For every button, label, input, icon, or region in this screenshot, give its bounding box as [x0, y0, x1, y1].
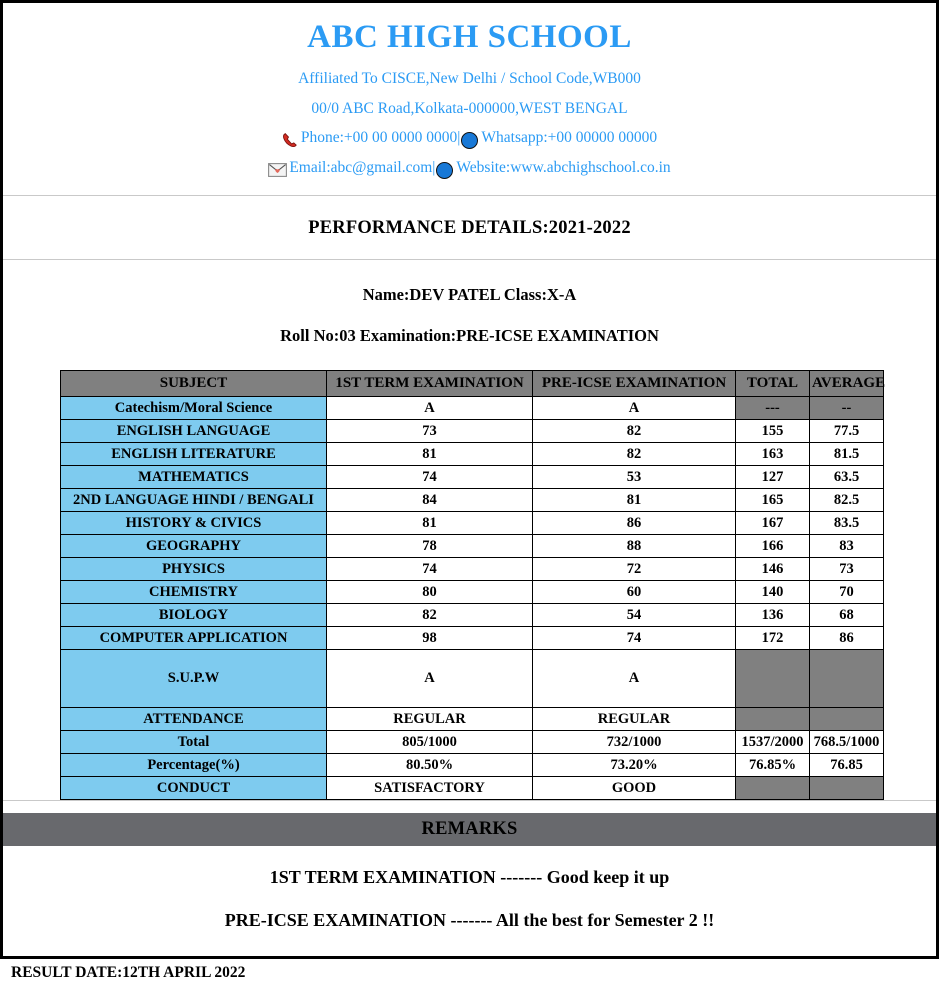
school-address: 00/0 ABC Road,Kolkata-000000,WEST BENGAL [311, 99, 628, 117]
table-row [61, 626, 884, 649]
cell-term2: 86 [533, 511, 736, 534]
cell-total: 165 [736, 488, 810, 511]
cell-term2: 73.20% [533, 753, 736, 776]
cell-total: 167 [736, 511, 810, 534]
cell-term2: 82 [533, 419, 736, 442]
cell-term1: 98 [327, 626, 533, 649]
divider-above-remarks [3, 800, 936, 801]
cell-subject: Percentage(%) [61, 753, 327, 776]
cell-total: 127 [736, 465, 810, 488]
cell-total: --- [736, 396, 810, 419]
cell-average: 68 [810, 603, 884, 626]
cell-subject: HISTORY & CIVICS [61, 511, 327, 534]
cell-term1: 82 [327, 603, 533, 626]
cell-term1: 805/1000 [327, 730, 533, 753]
cell-term2: 72 [533, 557, 736, 580]
cell-subject: Total [61, 730, 327, 753]
cell-term1: 80.50% [327, 753, 533, 776]
marks-table [60, 370, 884, 800]
cell-subject: 2ND LANGUAGE HINDI / BENGALI [61, 488, 327, 511]
cell-term1: A [327, 396, 533, 419]
column-header-subject: SUBJECT [61, 370, 327, 396]
cell-term2: 81 [533, 488, 736, 511]
cell-subject: MATHEMATICS [61, 465, 327, 488]
school-affiliation: Affiliated To CISCE,New Delhi / School Code,WB000 [298, 69, 641, 87]
contact-separator-2: | [432, 158, 436, 176]
cell-term1: 74 [327, 557, 533, 580]
cell-term2: GOOD [533, 776, 736, 799]
website-text: Website:www.abchighschool.co.in [456, 158, 671, 176]
cell-term1: 78 [327, 534, 533, 557]
column-header-term1: 1ST TERM EXAMINATION [327, 370, 533, 396]
cell-total: 166 [736, 534, 810, 557]
website-contact [435, 159, 670, 178]
cell-term1: 84 [327, 488, 533, 511]
table-row [61, 649, 884, 707]
cell-average [810, 776, 884, 799]
cell-subject: CONDUCT [61, 776, 327, 799]
cell-average: 83.5 [810, 511, 884, 534]
table-row [61, 534, 884, 557]
cell-total: 140 [736, 580, 810, 603]
remarks-heading: REMARKS [3, 813, 936, 846]
table-row [61, 730, 884, 753]
table-row [61, 603, 884, 626]
cell-average: 86 [810, 626, 884, 649]
cell-total: 136 [736, 603, 810, 626]
cell-subject: ENGLISH LITERATURE [61, 442, 327, 465]
whatsapp-text: Whatsapp:+00 00000 00000 [481, 129, 658, 147]
cell-total: 172 [736, 626, 810, 649]
cell-average [810, 649, 884, 707]
cell-term1: 80 [327, 580, 533, 603]
school-name: ABC HIGH SCHOOL [307, 19, 632, 55]
cell-average [810, 707, 884, 730]
website-circle-icon [436, 162, 453, 179]
envelope-icon [268, 163, 287, 177]
cell-term2: 88 [533, 534, 736, 557]
cell-average: 73 [810, 557, 884, 580]
cell-term1: 81 [327, 442, 533, 465]
contact-row-email [3, 148, 936, 178]
cell-total [736, 707, 810, 730]
cell-term2: 74 [533, 626, 736, 649]
cell-subject: GEOGRAPHY [61, 534, 327, 557]
student-name-class: Name:DEV PATEL Class:X-A [362, 285, 577, 305]
cell-subject: CHEMISTRY [61, 580, 327, 603]
cell-subject: COMPUTER APPLICATION [61, 626, 327, 649]
cell-term2: 732/1000 [533, 730, 736, 753]
contact-separator-1: | [457, 129, 461, 147]
column-header-average: AVERAGE [810, 370, 884, 396]
cell-average: 82.5 [810, 488, 884, 511]
school-header [3, 3, 936, 177]
table-row [61, 488, 884, 511]
telephone-icon [282, 132, 299, 148]
cell-subject: BIOLOGY [61, 603, 327, 626]
cell-average: 77.5 [810, 419, 884, 442]
remark-preicse: PRE-ICSE EXAMINATION ------- All the best for Semester 2 !! [224, 909, 715, 930]
cell-total: 146 [736, 557, 810, 580]
cell-subject: Catechism/Moral Science [61, 396, 327, 419]
cell-average: 83 [810, 534, 884, 557]
table-row [61, 557, 884, 580]
cell-subject: ENGLISH LANGUAGE [61, 419, 327, 442]
table-row [61, 419, 884, 442]
cell-term2: A [533, 649, 736, 707]
cell-subject: S.U.P.W [61, 649, 327, 707]
cell-term2: 60 [533, 580, 736, 603]
phone-contact [282, 129, 457, 148]
contact-row-phone [3, 118, 936, 148]
remark-term1: 1ST TERM EXAMINATION ------- Good keep it up [269, 866, 670, 887]
cell-subject: PHYSICS [61, 557, 327, 580]
cell-term1: 73 [327, 419, 533, 442]
whatsapp-contact [460, 129, 657, 148]
cell-average: 76.85 [810, 753, 884, 776]
cell-term2: A [533, 396, 736, 419]
cell-term1: 74 [327, 465, 533, 488]
table-row [61, 465, 884, 488]
result-date: RESULT DATE:12TH APRIL 2022 [11, 964, 246, 982]
table-row [61, 511, 884, 534]
student-roll-exam: Roll No:03 Examination:PRE-ICSE EXAMINATION [280, 326, 659, 346]
cell-term2: 82 [533, 442, 736, 465]
column-header-total: TOTAL [736, 370, 810, 396]
performance-title: PERFORMANCE DETAILS:2021-2022 [308, 218, 631, 239]
cell-term2: 54 [533, 603, 736, 626]
cell-average: 70 [810, 580, 884, 603]
cell-term1: SATISFACTORY [327, 776, 533, 799]
marks-table-container [3, 346, 936, 800]
cell-average: -- [810, 396, 884, 419]
column-header-term2: PRE-ICSE EXAMINATION [533, 370, 736, 396]
table-row [61, 396, 884, 419]
cell-term1: 81 [327, 511, 533, 534]
table-row [61, 580, 884, 603]
email-text: Email:abc@gmail.com [289, 158, 433, 176]
cell-total [736, 649, 810, 707]
cell-total [736, 776, 810, 799]
email-contact [268, 159, 432, 178]
phone-text: Phone:+00 00 0000 0000 [300, 129, 458, 147]
whatsapp-circle-icon [461, 132, 478, 149]
cell-term1: REGULAR [327, 707, 533, 730]
cell-term1: A [327, 649, 533, 707]
table-row [61, 776, 884, 799]
cell-subject: ATTENDANCE [61, 707, 327, 730]
cell-total: 155 [736, 419, 810, 442]
cell-total: 163 [736, 442, 810, 465]
cell-term2: 53 [533, 465, 736, 488]
marks-table-body [61, 396, 884, 799]
table-row [61, 753, 884, 776]
table-row [61, 707, 884, 730]
cell-average: 768.5/1000 [810, 730, 884, 753]
cell-total: 76.85% [736, 753, 810, 776]
table-header-row [61, 370, 884, 396]
cell-average: 63.5 [810, 465, 884, 488]
cell-total: 1537/2000 [736, 730, 810, 753]
cell-average: 81.5 [810, 442, 884, 465]
table-row [61, 442, 884, 465]
cell-term2: REGULAR [533, 707, 736, 730]
